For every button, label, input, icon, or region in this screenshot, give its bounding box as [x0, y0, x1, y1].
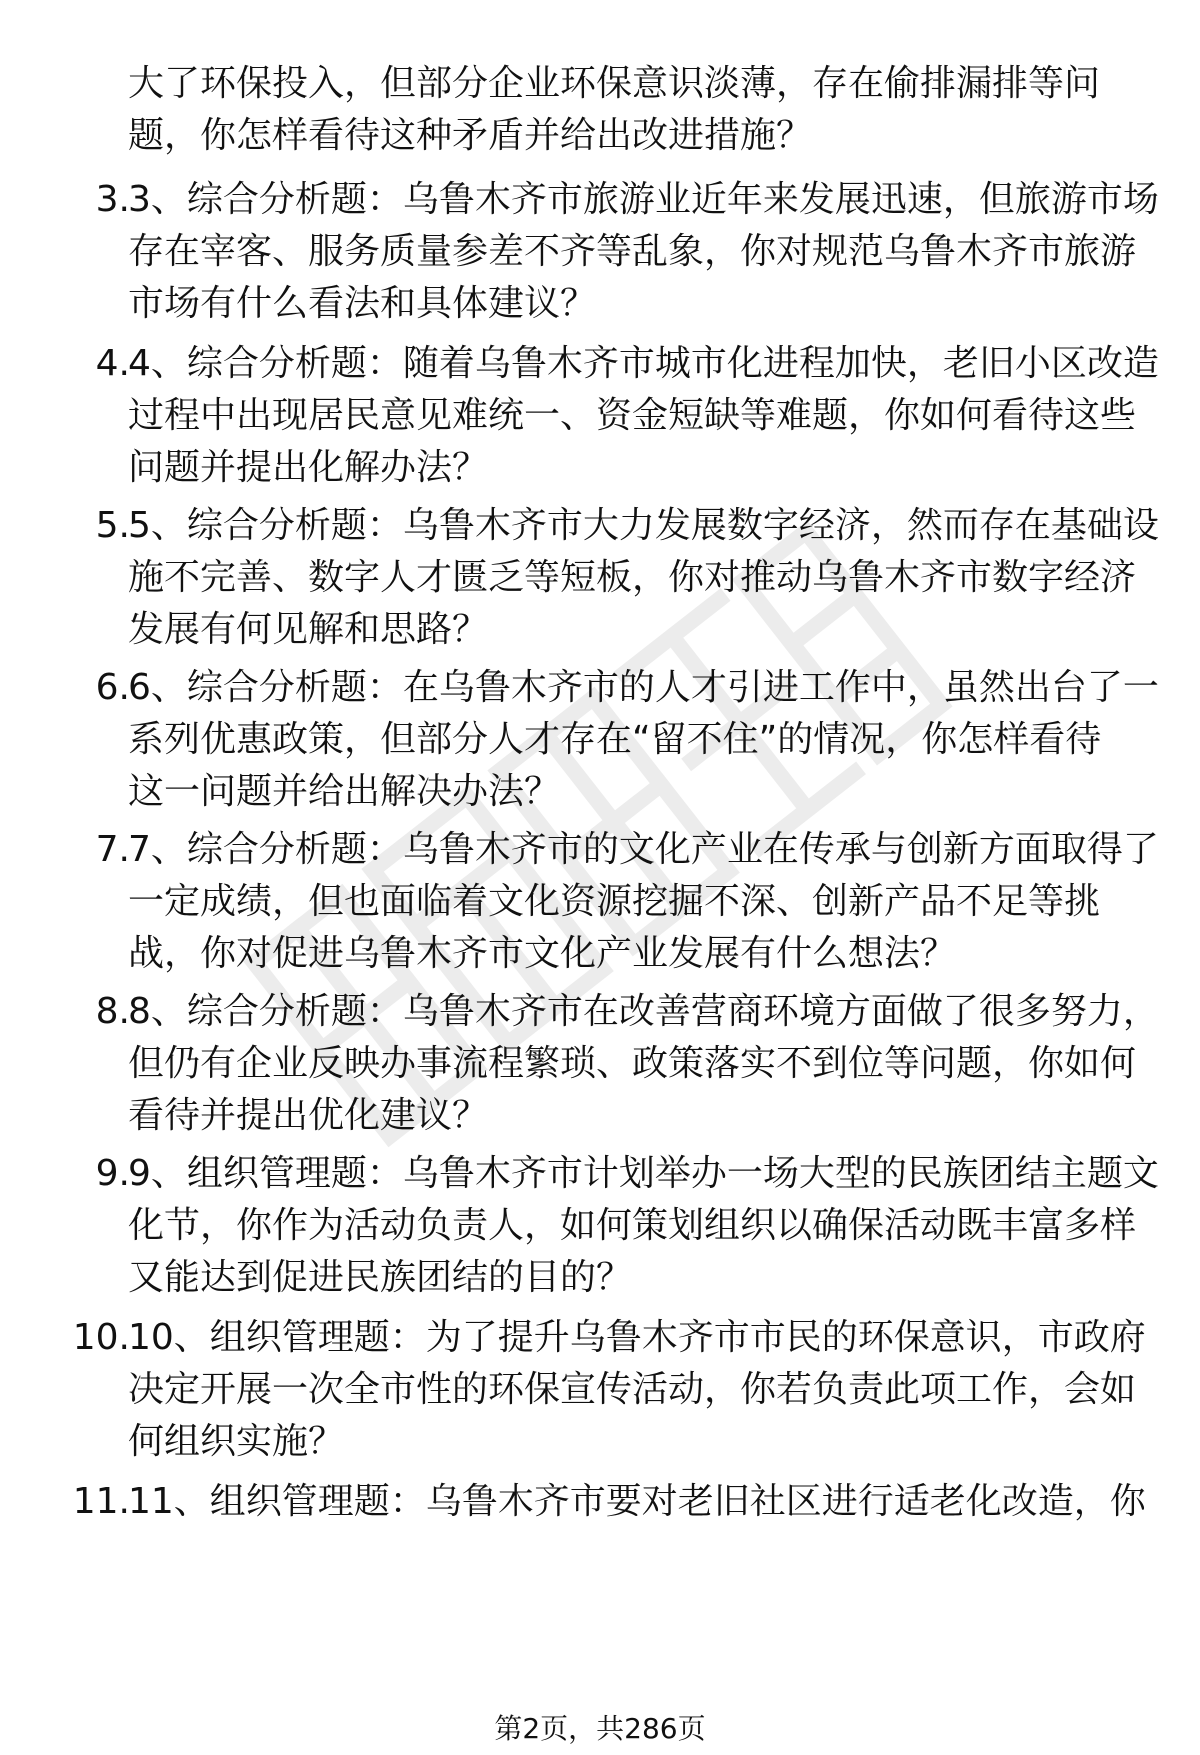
question-number: 8.	[95, 991, 130, 1032]
question-number: 7.	[95, 829, 130, 870]
question-text: 4、综合分析题：随着乌鲁木齐市城市化进程加快，老旧小区改造 过程中出现居民意见难统一、资金短缺等难题，你如何看待这些 问题并提出化解办法？	[128, 343, 1159, 488]
question-number: 5.	[95, 505, 130, 546]
page-footer: 第2页，共286页	[494, 1712, 706, 1745]
question-text: 3、综合分析题：乌鲁木齐市旅游业近年来发展迅速，但旅游市场 存在宰客、服务质量参差不齐等乱象，你对规范乌鲁木齐市旅游 市场有什么看法和具体建议？	[128, 179, 1159, 324]
previous-question-continuation: 大了环保投入，但部分企业环保意识淡薄，存在偷排漏排等问 题，你怎样看待这种矛盾并给出改进措施？	[128, 63, 1101, 156]
question-number: 11.	[72, 1481, 130, 1522]
question-text: 10、组织管理题：为了提升乌鲁木齐市市民的环保意识，市政府 决定开展一次全市性的环保宣传活动，你若负责此项工作，会如 何组织实施？	[128, 1317, 1146, 1462]
question-text: 5、综合分析题：乌鲁木齐市大力发展数字经济，然而存在基础设 施不完善、数字人才匮乏等短板，你对推动乌鲁木齐市数字经济 发展有何见解和思路？	[128, 505, 1159, 650]
question-text: 6、综合分析题：在乌鲁木齐市的人才引进工作中，虽然出台了一 系列优惠政策，但部分人才存在“留不住”的情况，你怎样看待 这一问题并给出解决办法？	[128, 667, 1159, 812]
question-number: 10.	[72, 1317, 130, 1358]
question-text: 8、综合分析题：乌鲁木齐市在改善营商环境方面做了很多努力， 但仍有企业反映办事流程繁琐、政策落实不到位等问题，你如何 看待并提出优化建议？	[128, 991, 1159, 1136]
question-text: 7、综合分析题：乌鲁木齐市的文化产业在传承与创新方面取得了 一定成绩，但也面临着文化资源挖掘不深、创新产品不足等挑 战，你对促进乌鲁木齐市文化产业发展有什么想法？	[128, 829, 1159, 974]
question-number: 6.	[95, 667, 130, 708]
question-text: 9、组织管理题：乌鲁木齐市计划举办一场大型的民族团结主题文 化节，你作为活动负责人，如何策划组织以确保活动既丰富多样 又能达到促进民族团结的目的？	[128, 1153, 1159, 1298]
question-number: 9.	[95, 1153, 130, 1194]
question-number: 4.	[95, 343, 130, 384]
question-text: 11、组织管理题：乌鲁木齐市要对老旧社区进行适老化改造，你	[128, 1481, 1146, 1522]
question-number: 3.	[95, 179, 130, 220]
